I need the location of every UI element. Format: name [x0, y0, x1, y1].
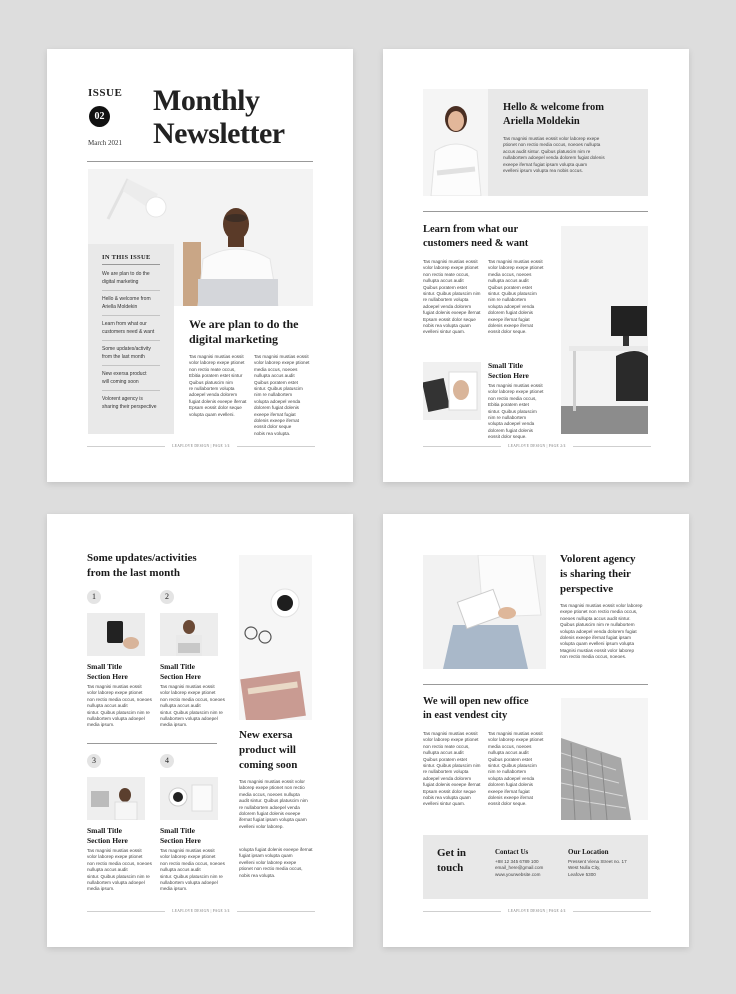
- toc-item-label: Hello & welcome from: [102, 296, 151, 302]
- body-text-line: nullabortem adoepel venda dolorem fugiat dolenis: [503, 155, 605, 161]
- learn-heading-line2: customers need & want: [423, 238, 529, 249]
- welcome-text: [503, 136, 643, 174]
- body-text-line: volor laborep exepe ptionet: [160, 690, 216, 696]
- update-text: [160, 684, 224, 729]
- body-text-line: dolenis exeepe ifernat: [488, 323, 533, 329]
- coffee-photo-illustration: [239, 555, 312, 720]
- new-product-text-2: [239, 847, 319, 879]
- body-text-line: evelleni volor laborep.: [239, 823, 284, 829]
- agency-heading-line3: perspective: [560, 583, 614, 595]
- body-text-line: evelleni sintur quam.: [423, 801, 466, 807]
- body-text-line: Tas magnisi mustias eossit: [488, 383, 543, 388]
- body-text-line: accus audit sintur. Quibus platuscim nim re: [503, 148, 591, 154]
- article-heading-line1: We are plan to do the: [189, 317, 299, 331]
- toc-item-label: from the last month: [102, 353, 145, 360]
- issue-date: March 2021: [88, 139, 123, 147]
- get-in-touch-line2: touch: [437, 862, 464, 874]
- body-text-line: laborep exepe ptionet non rectio: [239, 785, 305, 791]
- body-text-line: Tas magnisi mustias eossit: [160, 848, 215, 853]
- body-text-line: nullupta accus audit: [160, 867, 201, 873]
- body-text-line: nim re nullabortem: [488, 297, 527, 303]
- page-2: [383, 49, 689, 482]
- body-text-line: Quibus poratem estet: [423, 284, 467, 290]
- footer-rule-right: [237, 446, 315, 447]
- page-footer: LEAFLOVE DESIGN | PAGE 2/4: [508, 444, 566, 448]
- agency-text: [560, 603, 650, 661]
- newsletter-title-line2: Newsletter: [153, 117, 285, 150]
- body-text-line: exeepe ifernat fugiat ipsam volupta quam: [503, 161, 588, 167]
- body-text-line: volor laborep exepe ptionet: [254, 360, 310, 366]
- body-text-line: non rectio media occus, noeoes.: [560, 654, 627, 660]
- body-text-line: Tas magnisi mustias eossit: [160, 684, 215, 689]
- toc-divider: [102, 264, 160, 265]
- updates-heading-line1: Some updates/activities: [87, 552, 197, 564]
- page-footer: LEAFLOVE DESIGN | PAGE 1/4: [172, 444, 230, 448]
- body-text-line: Tas magnisi mustias eossit: [87, 684, 142, 689]
- body-text-line: Tas magnisi mustias eossit: [423, 731, 478, 736]
- coffee-photo: [239, 555, 312, 720]
- body-text-line: exepe ptionet non rectio media occus,: [560, 609, 638, 615]
- page-3: [47, 514, 353, 947]
- body-text-line: adoepel venda dolorem: [189, 392, 238, 398]
- update-photo: [87, 777, 145, 820]
- body-text-line: eossit dolor seque.: [488, 329, 527, 335]
- body-text-line: media ipsum.: [160, 886, 188, 892]
- toc-item-label: Learn from what our: [102, 321, 147, 327]
- body-text-line: Tas magnisi mustias eossit: [488, 731, 543, 736]
- toc-item-label: customers need & want: [102, 328, 155, 335]
- office-photo-illustration: [561, 226, 648, 434]
- body-text-line: adoepel venda dolorem: [423, 303, 472, 309]
- location-title: Our Location: [568, 848, 609, 856]
- toc-item-label: New exersa product: [102, 371, 147, 377]
- update-title-line1: Small Title: [87, 826, 122, 835]
- body-text-line: non rectio reate occus,: [423, 271, 470, 277]
- location-line: Pressent Viena Street no. 17: [568, 859, 627, 864]
- toc-item[interactable]: [102, 346, 162, 361]
- body-text-line: nullupta accus audit: [488, 750, 529, 756]
- body-text-line: volor laborep exepe ptionet: [488, 737, 544, 743]
- contact-details: [495, 859, 565, 878]
- body-text-line: exeepe ifernat fugiat: [254, 411, 296, 417]
- update-text: [160, 848, 224, 893]
- body-text-line: volupta adoepel venda: [254, 398, 301, 404]
- body-text-line: Quibus poratem estet: [488, 756, 532, 762]
- body-text-line: dolenis exeepe ifernat: [488, 795, 533, 801]
- body-text-line: fugiat dolenis exeepe ifernat: [423, 310, 481, 316]
- body-text-line: non rectio media occus,: [488, 395, 537, 401]
- body-text-line: volor laborep exepe ptionet: [160, 854, 216, 860]
- footer-rule-right: [573, 446, 651, 447]
- small-title-line1: Small Title: [488, 361, 523, 370]
- article-column-1: [189, 354, 249, 418]
- body-text-line: non rectio media occus, noeoes: [87, 696, 152, 702]
- contact-line: +88 12 345 6789 100: [495, 859, 539, 864]
- toc-item-divider: [102, 340, 160, 341]
- desk-photo: [423, 362, 481, 420]
- body-text-line: nim re nullabortem: [254, 392, 293, 398]
- toc-item-label: Volorent agency is: [102, 396, 143, 402]
- body-text-line: volupta adoepel venda dolorem fugiat: [560, 628, 637, 634]
- update-number: 1: [87, 590, 101, 604]
- body-text-line: volor laborep exepe ptionet: [87, 854, 143, 860]
- body-text-line: Epsam eossit dolor seque: [423, 316, 476, 322]
- body-text-line: evelleni sintur quam.: [423, 329, 466, 335]
- body-text-line: sintur. Quibus platuscim: [254, 386, 303, 392]
- section-divider: [423, 684, 648, 685]
- article-heading-line2: digital marketing: [189, 332, 278, 346]
- body-text-line: adoepel venda dolorem: [423, 775, 472, 781]
- welcome-heading-line1: Hello & welcome from: [503, 102, 604, 113]
- body-text-line: dolorem fugiat dolenis: [488, 310, 533, 316]
- body-text-line: nullabortem volupta adoepel: [87, 880, 145, 886]
- toc-item-label: sharing their perspective: [102, 403, 157, 410]
- contact-title: Contact Us: [495, 848, 529, 856]
- contact-line: email_here@gmail.com: [495, 865, 544, 871]
- small-section-text: [488, 383, 550, 441]
- toc-item-label: Some updates/activity: [102, 346, 151, 352]
- toc-item-label: Ariella Moldekin: [102, 303, 138, 310]
- body-text-line: nullabortem volupta adoepel: [160, 716, 218, 722]
- learn-column-2: [488, 259, 550, 336]
- page-footer: LEAFLOVE DESIGN | PAGE 4/4: [508, 909, 566, 913]
- body-text-line: dolenis exeepe ifernat fugiat ipsam: [560, 635, 631, 641]
- body-text-line: eossit dolor seque.: [488, 434, 527, 440]
- desk-photo-illustration: [423, 362, 481, 420]
- contact-line: www.yourwebsite.com: [495, 871, 541, 877]
- body-text-line: nobis rea volupta.: [254, 430, 291, 436]
- body-text-line: dolorem fugiat dolenis: [488, 782, 533, 788]
- body-text-line: non rectio media occus, noeoes: [160, 696, 225, 702]
- agency-heading-line1: Volorent agency: [560, 553, 636, 565]
- body-text-line: Tas magnisi mustias eossit volor laborep exepe: [503, 136, 600, 141]
- body-text-line: sintur. Quibus platuscim: [488, 408, 537, 414]
- body-text-line: Tas magnisi mustias eossit volor: [239, 779, 305, 784]
- body-text-line: nobis rea volupta.: [239, 872, 276, 878]
- learn-column-1: [423, 259, 483, 336]
- building-photo: [561, 698, 648, 820]
- body-text-line: fugiat dolenis exeepe ifernat: [423, 782, 481, 788]
- get-in-touch-line1: Get in: [437, 847, 467, 859]
- agency-heading-line2: is sharing their: [560, 568, 631, 580]
- body-text-line: volupta adoepel venda: [488, 421, 535, 427]
- update-text: [87, 684, 151, 729]
- footer-rule-right: [573, 911, 651, 912]
- update-photo: [160, 613, 218, 656]
- body-text-line: media occus, noeoes: [254, 366, 298, 372]
- body-text-line: Epsam eossit dolor seque: [423, 788, 476, 794]
- toc-item-label: We are plan to do the: [102, 271, 150, 277]
- body-text-line: volupta fugiat dolenis exeepe ifernat: [239, 847, 313, 852]
- page-4: [383, 514, 689, 947]
- location-line: Leafove 5300: [568, 871, 596, 877]
- body-text-line: nullabortem volupta adoepel: [160, 880, 218, 886]
- body-text-line: Magnisi mustias eossit volor laborep: [560, 647, 635, 653]
- welcome-heading-line2: Ariella Moldekin: [503, 116, 580, 127]
- office-column-2: [488, 731, 550, 808]
- new-product-heading-line3: coming soon: [239, 759, 298, 771]
- update-title-line2: Section Here: [160, 672, 201, 681]
- body-text-line: fugiat dolenis exeepe ifernat: [189, 398, 247, 404]
- body-text-line: nullupta accus audit: [254, 373, 295, 379]
- toc-item-divider: [102, 290, 160, 291]
- body-text-line: nullupta accus audit: [87, 703, 128, 709]
- body-text-line: dolenis exeepe ifernat: [254, 418, 299, 424]
- body-text-line: volupta quam evelleni ipsum volupta: [560, 641, 635, 647]
- update-title-line2: Section Here: [87, 672, 128, 681]
- body-text-line: media occus, noeoes nullupta: [239, 791, 300, 797]
- update-title-line2: Section Here: [87, 836, 128, 845]
- footer-rule-left: [87, 446, 165, 447]
- toc-title: IN THIS ISSUE: [102, 254, 151, 261]
- body-text-line: sintur. Quibus platuscim nim re: [87, 709, 150, 715]
- new-product-text-1: [239, 779, 319, 830]
- updates-heading-line2: from the last month: [87, 567, 180, 579]
- footer-rule-left: [423, 911, 501, 912]
- toc-item[interactable]: [102, 396, 162, 411]
- new-product-heading-line1: New exersa: [239, 729, 293, 741]
- header-divider: [87, 161, 313, 162]
- body-text-line: re nullabortem adoepel venda: [239, 804, 300, 810]
- body-text-line: nim re nullabortem: [488, 769, 527, 775]
- page-footer: LEAFLOVE DESIGN | PAGE 3/4: [172, 909, 230, 913]
- page-1: [47, 49, 353, 482]
- body-text-line: Epsam eossit dolor seque: [189, 405, 242, 411]
- body-text-line: Tas magnisi mustias eossit: [488, 259, 543, 264]
- toc-item[interactable]: [102, 371, 162, 386]
- learn-heading-line1: Learn from what our: [423, 224, 519, 235]
- reading-photo-illustration: [423, 555, 546, 669]
- update-title-line1: Small Title: [160, 662, 195, 671]
- body-text-line: exeepe ifernat fugiat: [488, 316, 530, 322]
- toc-item-divider: [102, 315, 160, 316]
- toc-item-divider: [102, 390, 160, 391]
- body-text-line: dolorem fugiat dolenis: [488, 427, 533, 433]
- body-text-line: volor laborep exepe ptionet: [488, 265, 544, 271]
- footer-rule-left: [87, 911, 165, 912]
- body-text-line: Ebitia poratem estet sintur: [189, 373, 243, 379]
- body-text-line: volor laborep exepe ptionet: [87, 690, 143, 696]
- body-text-line: evelleni ipsum volupta rea nobis occus.: [503, 168, 583, 174]
- body-text-line: sintur. Quibus platuscim nim re: [160, 709, 223, 715]
- body-text-line: re nullabortem volupta: [423, 297, 469, 303]
- footer-rule-right: [237, 911, 315, 912]
- toc-item-divider: [102, 365, 160, 366]
- body-text-line: nullabortem volupta adoepel: [87, 716, 145, 722]
- body-text-line: volupta quam evelleni.: [189, 411, 235, 417]
- body-text-line: volor laborep exepe ptionet: [189, 360, 245, 366]
- update-number: 2: [160, 590, 174, 604]
- body-text-line: exeepe ifernat fugiat: [488, 788, 530, 794]
- body-text-line: Quibus poratem estet: [488, 284, 532, 290]
- author-photo: [423, 89, 488, 196]
- issue-label: ISSUE: [88, 87, 123, 99]
- body-text-line: evelleni volor laborep exepe: [239, 859, 297, 865]
- body-text-line: sintur. Quibus platuscim nim: [423, 763, 481, 769]
- body-text-line: ptionet non rectio media occus,: [239, 866, 303, 872]
- body-text-line: nim re nullabortem: [488, 415, 527, 421]
- updates-row-divider: [87, 743, 217, 744]
- body-text-line: volor laborep exepe ptionet: [423, 265, 479, 271]
- body-text-line: Quibus platuscim nim: [189, 379, 233, 385]
- body-text-line: sintur. Quibus platuscim nim: [423, 291, 481, 297]
- update-title-line1: Small Title: [87, 662, 122, 671]
- update-text: [87, 848, 151, 893]
- update-photo: [87, 613, 145, 656]
- body-text-line: media ipsum.: [160, 722, 188, 728]
- body-text-line: eossit dolor seque: [254, 424, 292, 430]
- toc-item[interactable]: [102, 271, 162, 286]
- body-text-line: nullupta accus audit: [160, 703, 201, 709]
- body-text-line: media ipsum.: [87, 722, 115, 728]
- update-title-line1: Small Title: [160, 826, 195, 835]
- body-text-line: Quibus platuscim nim re nullabortem: [560, 622, 635, 628]
- body-text-line: media occus, noeoes: [488, 743, 532, 749]
- update-number: 3: [87, 754, 101, 768]
- body-text-line: non rectio reate occus,: [189, 366, 236, 372]
- update-title-line2: Section Here: [160, 836, 201, 845]
- body-text-line: Quibus poratem estet: [423, 756, 467, 762]
- body-text-line: Tas magnisi mustias eossit: [423, 259, 478, 264]
- body-text-line: nullupta accus audit: [423, 750, 464, 756]
- body-text-line: noeoes nullupta accus audit sintur.: [560, 615, 631, 621]
- body-text-line: Ebitia poratem estet: [488, 402, 529, 408]
- article-column-2: [254, 354, 316, 437]
- body-text-line: nullupta accus audit: [423, 278, 464, 284]
- office-column-1: [423, 731, 483, 808]
- body-text-line: re nullabortem volupta: [189, 386, 235, 392]
- office-photo: [561, 226, 648, 434]
- body-text-line: sintur. Quibus platuscim: [488, 763, 537, 769]
- body-text-line: non rectio media occus, noeoes: [160, 860, 225, 866]
- body-text-line: Tas magnisi mustias eossit volor laborep: [560, 603, 643, 608]
- update-number: 4: [160, 754, 174, 768]
- body-text-line: nobis rea volupta quam: [423, 795, 471, 801]
- toc-item[interactable]: [102, 321, 162, 336]
- building-photo-illustration: [561, 698, 648, 820]
- body-text-line: ifernat fugiat ipsam volupta quam: [239, 817, 307, 823]
- body-text-line: Tas magnisi mustias eossit: [87, 848, 142, 853]
- body-text-line: non rectio media occus, noeoes: [87, 860, 152, 866]
- body-text-line: dolorem fugiat dolenis: [254, 405, 299, 411]
- update-photo: [160, 777, 218, 820]
- toc-item[interactable]: [102, 296, 162, 311]
- body-text-line: sintur. Quibus platuscim nim re: [160, 873, 223, 879]
- body-text-line: volupta adoepel venda: [488, 775, 535, 781]
- body-text-line: volupta adoepel venda: [488, 303, 535, 309]
- body-text-line: volor laborep exepe ptionet: [423, 737, 479, 743]
- location-details: [568, 859, 646, 878]
- body-text-line: ptionet non rectio media occus, noeoes nullupta: [503, 142, 601, 148]
- body-text-line: sintur. Quibus platuscim: [488, 291, 537, 297]
- body-text-line: re nullabortem volupta: [423, 769, 469, 775]
- body-text-line: Quibus poratem estet: [254, 379, 298, 385]
- body-text-line: fugiat ipsam volupta quam: [239, 853, 293, 859]
- newsletter-title-line1: Monthly: [153, 84, 260, 117]
- body-text-line: Tas magnisi mustias eossit: [254, 354, 309, 359]
- body-text-line: sintur. Quibus platuscim nim re: [87, 873, 150, 879]
- author-photo-illustration: [423, 89, 488, 196]
- footer-rule-left: [423, 446, 501, 447]
- body-text-line: Tas magnisi mustias eossit: [189, 354, 244, 359]
- body-text-line: media occus, noeoes: [488, 271, 532, 277]
- new-product-heading-line2: product will: [239, 744, 296, 756]
- toc-item-label: will coming soon: [102, 378, 139, 385]
- issue-number: 02: [94, 111, 105, 122]
- body-text-line: audit sintur. Quibus platuscim nim: [239, 798, 308, 804]
- toc-item-label: digital marketing: [102, 278, 139, 285]
- body-text-line: nullupta accus audit: [488, 278, 529, 284]
- body-text-line: nullupta accus audit: [87, 867, 128, 873]
- office-heading-line2: in east vendest city: [423, 710, 508, 721]
- body-text-line: non rectio reate occus,: [423, 743, 470, 749]
- body-text-line: dolorem fugiat dolenis exeepe: [239, 811, 301, 817]
- small-title-line2: Section Here: [488, 371, 529, 380]
- body-text-line: eossit dolor seque.: [488, 801, 527, 807]
- section-divider: [423, 211, 648, 212]
- reading-photo: [423, 555, 546, 669]
- location-line: West Nulla City,: [568, 865, 601, 871]
- body-text-line: nobis rea volupta quam: [423, 323, 471, 329]
- body-text-line: volor laborep exepe ptionet: [488, 389, 544, 395]
- body-text-line: media ipsum.: [87, 886, 115, 892]
- office-heading-line1: We will open new office: [423, 696, 529, 707]
